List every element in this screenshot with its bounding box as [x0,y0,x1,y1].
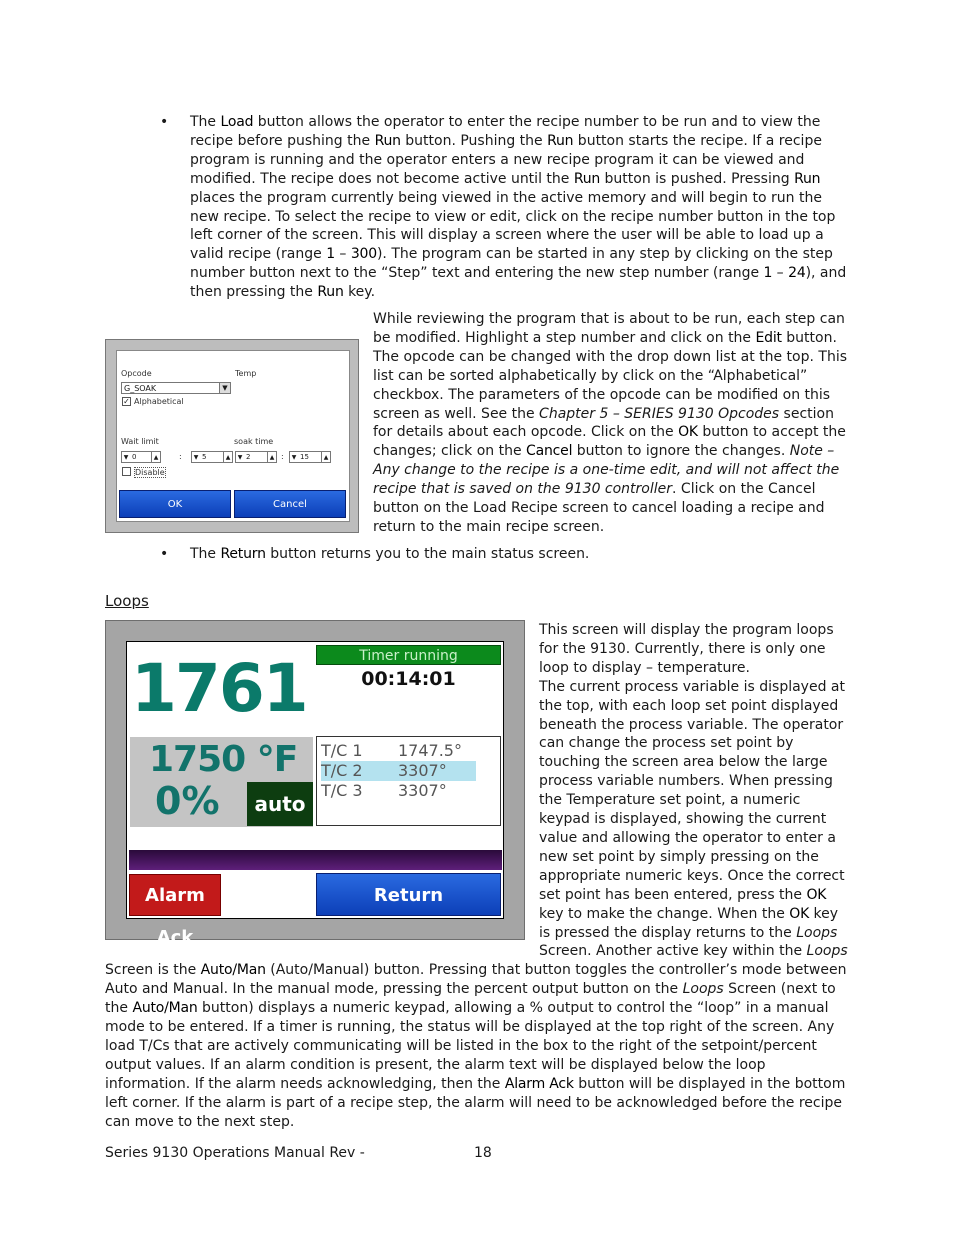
alarm-text-bar [129,850,502,870]
page-number: 18 [474,1145,492,1161]
soak-minutes-spinner[interactable] [235,451,277,463]
temp-label: Temp [235,369,257,378]
bullet-marker: • [160,114,169,130]
spin-up-icon[interactable]: ▲ [267,452,276,462]
tc-name: T/C 2 [321,761,363,780]
spin-down-icon[interactable]: ▼ [123,454,129,461]
chevron-down-icon[interactable]: ▼ [219,383,230,393]
soak-seconds-spinner[interactable] [289,451,331,463]
alphabetical-label: Alphabetical [134,397,184,406]
disable-label: Disable [135,468,165,477]
disable-checkbox[interactable] [122,467,131,476]
return-button[interactable]: Return [316,873,501,916]
spin-up-icon[interactable]: ▲ [223,452,232,462]
load-paragraph: The Load button allows the operator to enter the recipe number to be run and to view the recipe before pushing the Run button. Pushing the Run button starts the recipe. If a recipe program is running and the operator enters a new recipe program it can be viewed and modified. The recipe does not become active until the Run button is pushed. Pressing Run places the program currently being viewed in the active memory and will begin to run the new recipe. To select the recipe to view or edit, click on the recipe number button in the top left corner of the screen. This will display a screen where the user will be able to load up a valid recipe (range 1 – 300). The program can be started in any step by clicking on the step number button next to the “Step” text and entering the new step number (range 1 – 24), and then pressing the Run key. [190,114,847,301]
ok-button[interactable]: OK [119,490,231,518]
tc-value: 3307° [398,761,447,780]
alarm-ack-button[interactable]: Alarm Ack [129,874,221,916]
return-paragraph: The Return button returns you to the main status screen. [190,546,590,562]
wait-limit-label: Wait limit [121,437,159,446]
list-item [321,781,476,801]
spin-down-icon[interactable]: ▼ [193,454,199,461]
soak-time-label: soak time [234,437,274,446]
review-paragraph: While reviewing the program that is about to be run, each step can be modified. Highlight a step number and click on the Edit button. The opcode can be changed with the drop down list at the top. This list can be sorted alphabetically by click on the “Alphabetical” checkbox. The parameters of the opcode can be modified on this screen as well. See the Chapter 5 – SERIES 9130 Opcodes section for details about each opcode. Click on the OK button to accept the changes; click on the Cancel button to ignore the changes. Note – Any change to the recipe is a one-time edit, and will not affect the recipe that is saved on the 9130 controller. Click on the Cancel button on the Load Recipe screen to cancel loading a recipe and return to the main recipe screen. [190,310,850,537]
cancel-button[interactable]: Cancel [234,490,346,518]
list-item [321,761,476,781]
colon-separator: : [281,452,284,461]
opcode-label: Opcode [121,369,152,378]
auto-man-button[interactable]: auto [247,782,313,826]
loops-paragraph: This screen will display the program loops for the 9130. Currently, there is only one loop to display – temperature. The current process variable is displayed at the top, with each loop set point displayed beneath the process variable. The operator can change the process set point by touching the screen area below the large process variable numbers. When pressing the Temperature set point, a numeric keypad is displayed, showing the current value and allowing the operator to enter a new set point by simply pressing on the appropriate numeric keys. Once the correct set point has been entered, press the OK key to make the change. When the OK key is pressed the display returns to the Loops Screen. Another active key within the Loops Screen is the Auto/Man (Auto/Manual) button. Pressing that button toggles the controller’s mode between Auto and Manual. In the manual mode, pressing the percent output button on the Loops Screen (next to the Auto/Man button) displays a numeric keypad, allowing a % output to control the “loop” in a manual mode to be entered. If a timer is running, the status will be displayed at the top right of the screen. Any load T/Cs that are actively communicating will be listed in the box to the right of the setpoint/percent output values. If an alarm condition is present, the alarm text will be displayed below the loop information. If the alarm needs acknowledging, then the Alarm Ack button will be displayed in the bottom left corner. If the alarm is part of a recipe step, the alarm will need to be acknowledged before the recipe can move to the next step. [105,622,848,1130]
tc-value: 1747.5° [398,741,462,760]
wait-limit-spinner[interactable] [121,451,161,463]
setpoint-value[interactable]: 1750 °F [149,739,298,780]
loops-screen [126,641,504,948]
spin-up-icon[interactable]: ▲ [151,452,160,462]
loops-screen-figure [105,620,525,948]
spin-down-icon[interactable]: ▼ [291,454,297,461]
colon-separator: : [179,452,182,461]
spin-down-icon[interactable]: ▼ [237,454,243,461]
soak-seconds-value: 15 [300,453,309,461]
tc-name: T/C 1 [321,741,363,760]
soak-minutes-value: 2 [246,453,251,461]
spin-up-icon[interactable]: ▲ [321,452,330,462]
footer-title: Series 9130 Operations Manual Rev - [105,1145,365,1161]
recipe-step-dialog-figure [105,339,359,533]
timer-value: 00:14:01 [361,668,456,690]
wait-limit-value: 0 [132,453,137,461]
soak-hours-spinner[interactable] [191,451,233,463]
tc-value: 3307° [398,781,447,800]
opcode-select[interactable] [121,382,231,394]
tc-name: T/C 3 [321,781,363,800]
opcode-value: G_SOAK [124,384,157,393]
percent-output-button[interactable]: 0% [155,779,220,823]
soak-hours-value: 5 [202,453,207,461]
list-item [321,741,476,761]
load-tc-list [316,736,501,826]
bullet-marker: • [160,546,169,562]
recipe-step-dialog [116,350,350,522]
timer-status-badge: Timer running [316,645,501,665]
process-variable: 1761 [131,650,307,727]
alphabetical-checkbox[interactable]: ✓ [123,397,130,406]
loops-heading: Loops [105,592,149,610]
